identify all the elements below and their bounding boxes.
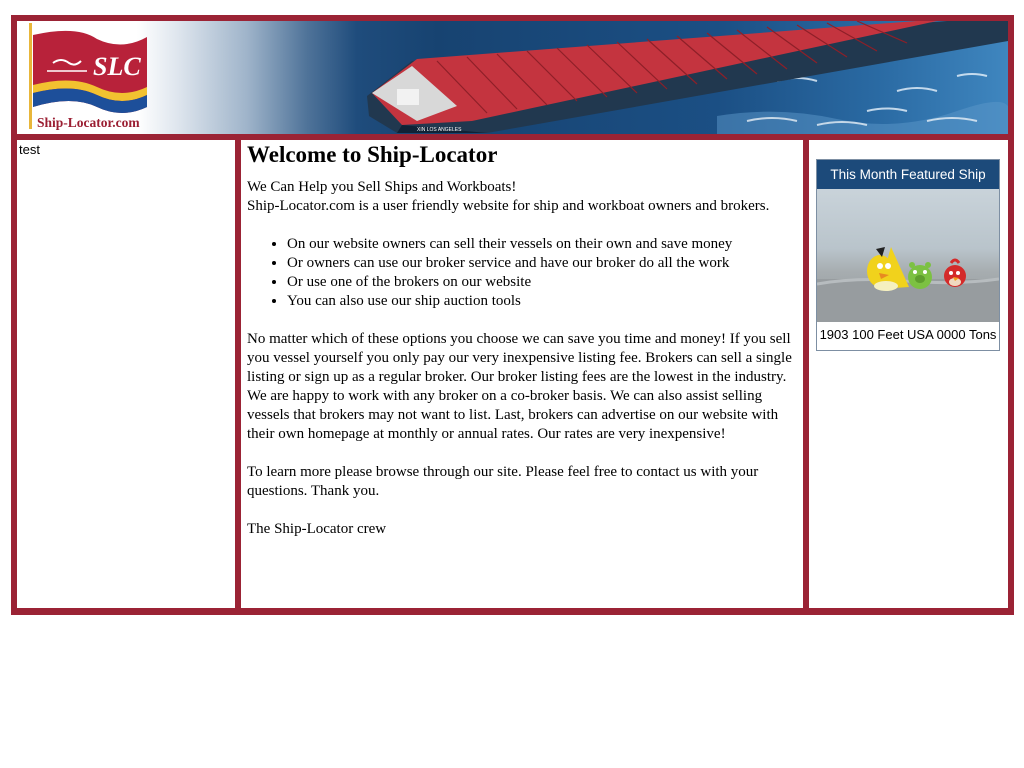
featured-ship-box[interactable] (816, 159, 1000, 351)
list-item: • Or use one of the brokers on our website (287, 273, 795, 292)
contact-paragraph: To learn more please browse through our site. Please feel free to contact us with your questions. Thank you. (247, 464, 759, 499)
yellow-bird-icon (867, 247, 909, 291)
ship-hull-text: XIN LOS ANGELES (417, 127, 462, 133)
ship-image (367, 21, 1008, 133)
page-title: Welcome to Ship-Locator (247, 142, 498, 167)
left-sidebar (17, 140, 235, 608)
options-paragraph: No matter which of these options you choose we can save you time and money! If you sell you vessel yourself you only pay our very inexpensive listing fee. Brokers can sell a single listing or sign up as a regular broker. Our broker listing fees are the lowest in the industry. We are happy to work with any broker on a co-broker basis. We can also assist selling vessels that brokers may not want to list. Last, brokers can advertise on our website with their own homepage at monthly or annual rates. Our rates are very inexpensive! (247, 331, 792, 442)
slc-logo[interactable] (29, 23, 147, 130)
site-banner (17, 21, 1008, 134)
left-sidebar-text: test (19, 142, 40, 157)
right-sidebar (809, 140, 1008, 608)
green-pig-icon (908, 262, 932, 289)
featured-ship-caption[interactable]: 1903 100 Feet USA 0000 Tons (819, 327, 997, 342)
main-content (241, 140, 803, 608)
list-item: • Or owners can use our broker service and have our broker do all the work (287, 254, 795, 273)
featured-ship-heading: This Month Featured Ship (817, 160, 999, 189)
logo-site-name: Ship-Locator.com (37, 115, 140, 130)
signature: The Ship-Locator crew (247, 521, 387, 537)
featured-ship-image[interactable] (817, 189, 999, 322)
list-item: • On our website owners can sell their vessels on their own and save money (287, 235, 795, 254)
features-list (247, 235, 795, 311)
intro-line-1: We Can Help you Sell Ships and Workboats! (247, 179, 517, 195)
red-bird-icon (944, 260, 966, 287)
logo-initials: SLC (93, 52, 141, 81)
intro-line-2: Ship-Locator.com is a user friendly website for ship and workboat owners and brokers. (247, 198, 770, 214)
list-item: • You can also use our ship auction tools (287, 292, 795, 311)
